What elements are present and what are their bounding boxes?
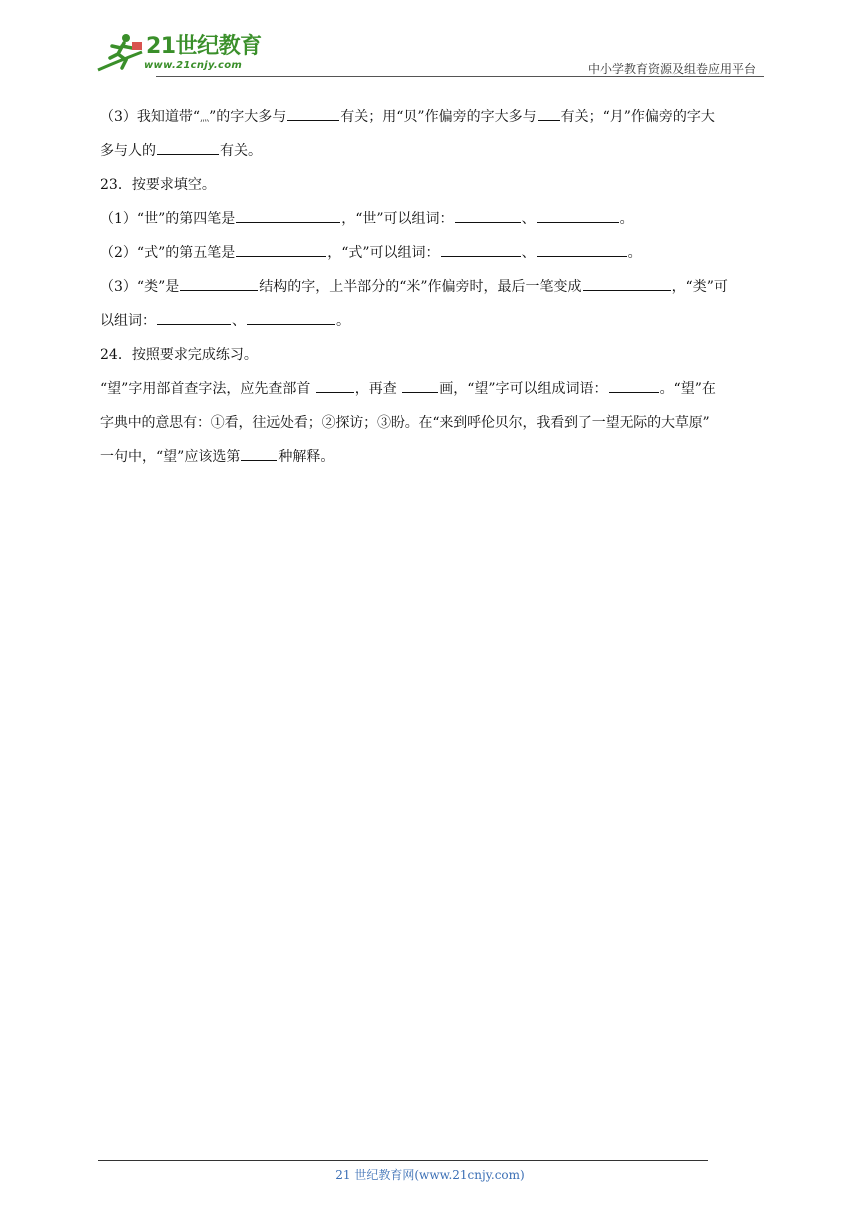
page-header <box>96 28 764 80</box>
header-divider <box>156 76 764 77</box>
q23-3: （3）“类”是 结构的字，上半部分的“米”作偏旁时，最后一笔变成 ，“类”可 <box>100 270 764 304</box>
q23-3-cont: 以组词： 、 。 <box>100 304 764 338</box>
q23-title: 23．按要求填空。 <box>100 177 216 193</box>
footer-text[interactable]: 21 世纪教育网(www.21cnjy.com) <box>335 1168 525 1182</box>
logo-url: www.21cnjy.com <box>144 60 243 71</box>
header-platform-text: 中小学教育资源及组卷应用平台 <box>587 62 756 76</box>
answer-blank[interactable] <box>157 306 231 325</box>
answer-blank[interactable] <box>441 238 521 257</box>
answer-blank[interactable] <box>316 374 354 393</box>
answer-blank[interactable] <box>287 102 339 121</box>
answer-blank[interactable] <box>180 272 258 291</box>
footer-divider <box>98 1160 708 1161</box>
answer-blank[interactable] <box>241 442 277 461</box>
logo-title: 21世纪教育 <box>146 34 262 59</box>
answer-blank[interactable] <box>236 204 340 223</box>
q22-3-line1 <box>100 100 764 134</box>
answer-blank[interactable] <box>455 204 521 223</box>
logo <box>96 32 266 74</box>
answer-blank[interactable] <box>157 136 219 155</box>
q24-line3: 一句中，“望”应该选第 种解释。 <box>100 440 764 474</box>
q23-2: （2）“式”的第五笔是 ，“式”可以组词： 、 。 <box>100 236 764 270</box>
q24-line1: “望”字用部首查字法，应先查部首 ，再查 画，“望”字可以组成词语： 。“望”在 <box>100 372 764 406</box>
answer-blank[interactable] <box>537 204 619 223</box>
answer-blank[interactable] <box>583 272 671 291</box>
answer-blank[interactable] <box>537 238 627 257</box>
q24-title: 24．按照要求完成练习。 <box>100 347 258 363</box>
text: （3）我知道带“灬”的字大多与 有关；用“贝”作偏旁的字大多与 有关；“月”作偏旁的字大 <box>100 100 715 134</box>
answer-blank[interactable] <box>609 374 659 393</box>
running-figure-logo-icon <box>96 32 146 74</box>
answer-blank[interactable] <box>538 102 560 121</box>
worksheet-content <box>100 100 764 474</box>
q23-1: （1）“世”的第四笔是 ，“世”可以组词： 、 。 <box>100 202 764 236</box>
q24-line2: 字典中的意思有：①看，往远处看；②探访；③盼。在“来到呼伦贝尔，我看到了一望无际的大草原” <box>100 415 710 431</box>
q22-3-line2: 多与人的 有关。 <box>100 134 764 168</box>
answer-blank[interactable] <box>236 238 326 257</box>
answer-blank[interactable] <box>247 306 335 325</box>
answer-blank[interactable] <box>402 374 438 393</box>
